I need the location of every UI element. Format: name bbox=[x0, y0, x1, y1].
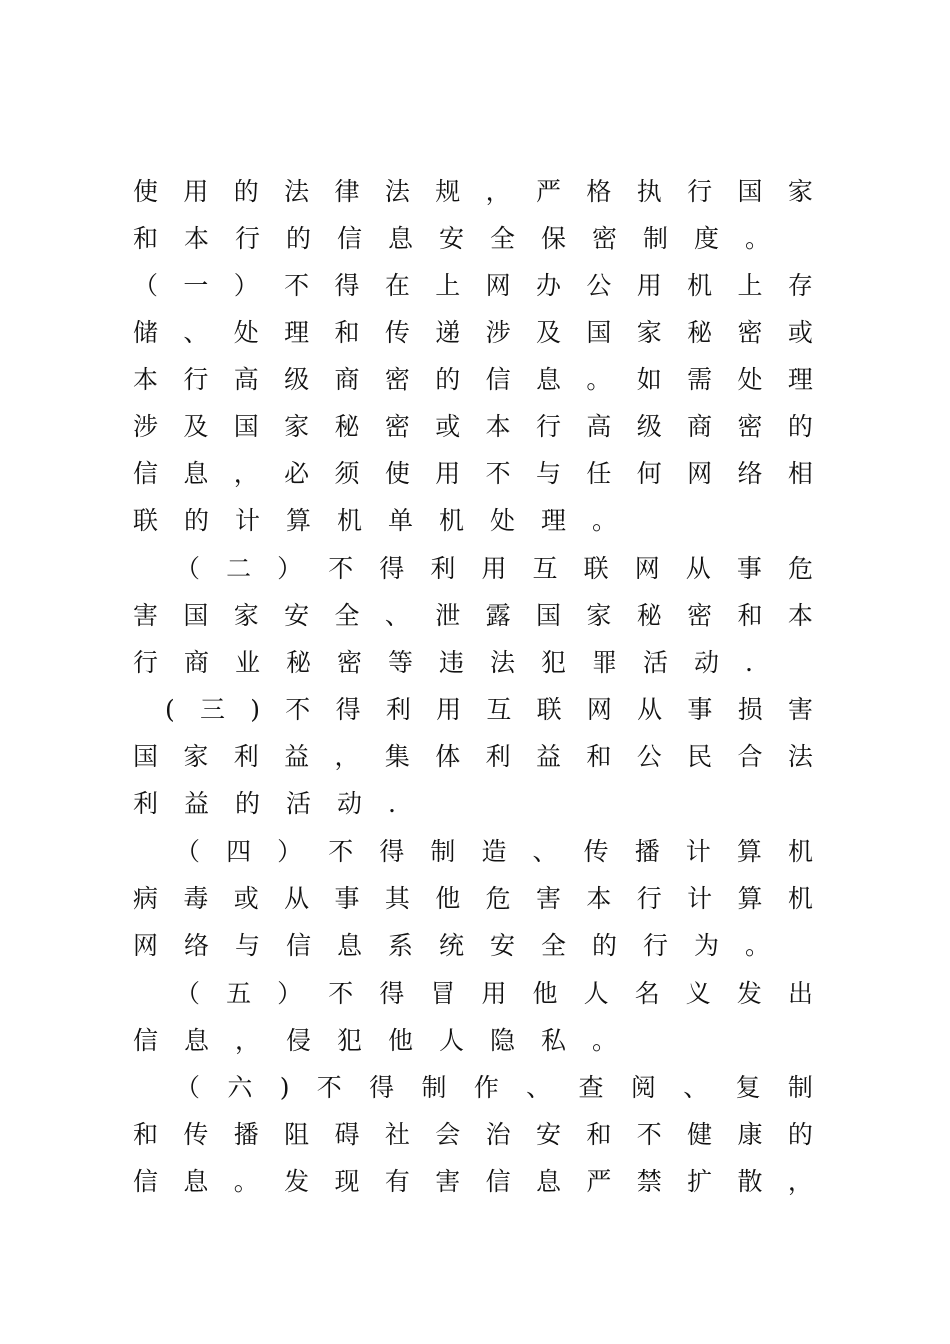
text-line: 和 传 播 阻 碍 社 会 治 安 和 不 健 康 的 bbox=[133, 1120, 813, 1149]
text-line: 使 用 的 法 律 法 规 ， 严 格 执 行 国 家 bbox=[133, 177, 813, 206]
text-line: 病 毒 或 从 事 其 他 危 害 本 行 计 算 机 bbox=[133, 884, 813, 913]
text-line: 和本行的信息安全保密制度。 bbox=[133, 224, 797, 253]
text-line: 涉 及 国 家 秘 密 或 本 行 高 级 商 密 的 bbox=[133, 412, 813, 441]
text-line: 信 息 ， 必 须 使 用 不 与 任 何 网 络 相 bbox=[133, 459, 813, 488]
text-line: （ 一 ） 不 得 在 上 网 办 公 用 机 上 存 bbox=[133, 271, 813, 300]
text-line: 害 国 家 安 全 、 泄 露 国 家 秘 密 和 本 bbox=[133, 601, 813, 630]
text-line: 利益的活动. bbox=[133, 789, 422, 818]
text-line: （ 二 ） 不 得 利 用 互 联 网 从 事 危 bbox=[175, 554, 813, 583]
text-line: （ 五 ） 不 得 冒 用 他 人 名 义 发 出 bbox=[175, 979, 813, 1008]
text-line: ( 三 ) 不 得 利 用 互 联 网 从 事 损 害 bbox=[165, 695, 813, 724]
text-line: 本 行 高 级 商 密 的 信 息 。 如 需 处 理 bbox=[133, 365, 813, 394]
text-line: （ 四 ） 不 得 制 造 、 传 播 计 算 机 bbox=[175, 837, 813, 866]
text-line: 联的计算机单机处理。 bbox=[133, 506, 644, 535]
text-line: （ 六 ) 不 得 制 作 、 查 阅 、 复 制 bbox=[175, 1073, 813, 1102]
text-line: 信 息 。 发 现 有 害 信 息 严 禁 扩 散 ， bbox=[133, 1167, 813, 1196]
text-line: 储 、 处 理 和 传 递 涉 及 国 家 秘 密 或 bbox=[133, 318, 813, 347]
text-line: 网络与信息系统安全的行为。 bbox=[133, 931, 797, 960]
text-line: 国 家 利 益 ， 集 体 利 益 和 公 民 合 法 bbox=[133, 742, 813, 771]
text-line: 行商业秘密等违法犯罪活动. bbox=[133, 648, 779, 677]
text-line: 信息，侵犯他人隐私。 bbox=[133, 1026, 644, 1055]
